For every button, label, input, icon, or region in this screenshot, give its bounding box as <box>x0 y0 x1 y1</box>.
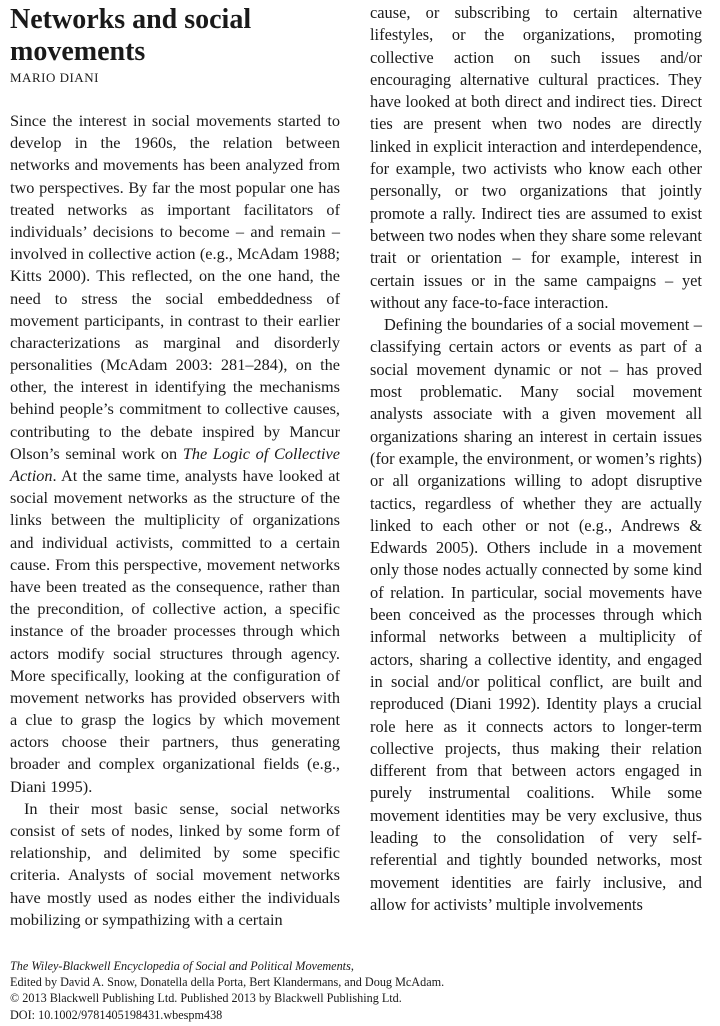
right-column <box>370 2 702 916</box>
paragraph-ties: cause, or subscribing to certain alternative lifestyles, or the organizations, promoting collective action on such issues and/or encouraging alternative cultural practices. They have looked at both direct and indirect ties. Direct ties are present when two nodes are directly linked in explicit interaction and interdependence, for example, two activists who know each other personally, or two organizations that jointly promote a rally. Indirect ties are assumed to exist between two nodes when they share some relevant trait or orientation – for example, interest in certain issues or in the same campaigns – yet without any face-to-face interaction. <box>370 3 702 312</box>
footer-book-line <box>10 958 710 974</box>
book-reference: The Logic of Collective Action <box>10 443 341 485</box>
citation-footer <box>10 958 710 1023</box>
paragraph-boundaries: Defining the boundaries of a social movement – classifying certain actors or events as part of a social movement dynamic or not – has proved most problematic. Many social movement analysts associate with a given movement all organizations sharing an interest in certain issues (for example, the environment, or women’s rights) or all organizations willing to adopt disruptive tactics, regardless of whether they are actually linked to each other or not (e.g., Andrews & Edwards 2005). Others include in a movement only those nodes actually connected by some kind of relation. In particular, social movements have been conceived as the processes through which informal networks between a multiplicity of actors, sharing a collective identity, and engaged in social and/or political conflict, are built and reproduced (Diani 1992). Identity plays a crucial role here as it connects actors to longer-term collective projects, thus making their relation different from that between actors engaged in purely instrumental coalitions. While some movement identities may be very exclusive, thus leading to the consolidation of very self-referential and tightly bounded networks, most movement identities are fairly inclusive, and allow for activists’ multiple involvements <box>370 315 702 914</box>
footer-editors: Edited by David A. Snow, Donatella della Porta, Bert Klandermans, and Doug McAdam. <box>10 975 445 990</box>
paragraph-intro <box>10 110 340 798</box>
paragraph-basic-sense: In their most basic sense, social networks consist of sets of nodes, linked by some form of relationship, and delimited by some specific criteria. Analysts of social movement networks have mostly used as nodes either the individuals mobilizing or sympathizing with a certain <box>10 798 340 929</box>
footer-copyright: © 2013 Blackwell Publishing Ltd. Published 2013 by Blackwell Publishing Ltd. <box>10 991 402 1006</box>
paragraph-text: . At the same time, analysts have looked at social movement networks as the structure of the links between the multiplicity of organizations and individual activists, committed to a certain cause. From this perspective, movement networks have been treated as the consequence, rather than the precondition, of collective action, a specific instance of the broader processes through which actors modify social structures through agency. More specifically, looking at the configuration of movement networks has provided observers with a clue to grasp the logics by which movement actors choose their partners, thus generating broader and complex organizational fields (e.g., Diani 1995). <box>10 466 340 796</box>
article-title: Networks and social movements <box>10 4 252 67</box>
left-column <box>10 110 340 931</box>
footer-book-title: The Wiley-Blackwell Encyclopedia of Social and Political Movements <box>10 959 351 973</box>
paragraph-text: Since the interest in social movements started to develop in the 1960s, the relation between networks and movements has been analyzed from two perspectives. By far the most popular one has treated networks as important facilitators of individuals’ decisions to become – and remain – involved in collective action (e.g., McAdam 1988; Kitts 2000). This reflected, on the one hand, the need to stress the social embeddedness of movement participants, in contrast to their earlier characterizations as marginal and disorderly personalities (McAdam 2003: 281–284), on the other, the interest in identifying the mechanisms behind people’s commitment to collective causes, contributing to the debate inspired by Mancur Olson’s seminal work on <box>10 111 340 463</box>
article-author: MARIO DIANI <box>10 70 99 85</box>
footer-doi: DOI: 10.1002/9781405198431.wbespm438 <box>10 1007 223 1022</box>
footer-book-punct: , <box>350 959 354 973</box>
